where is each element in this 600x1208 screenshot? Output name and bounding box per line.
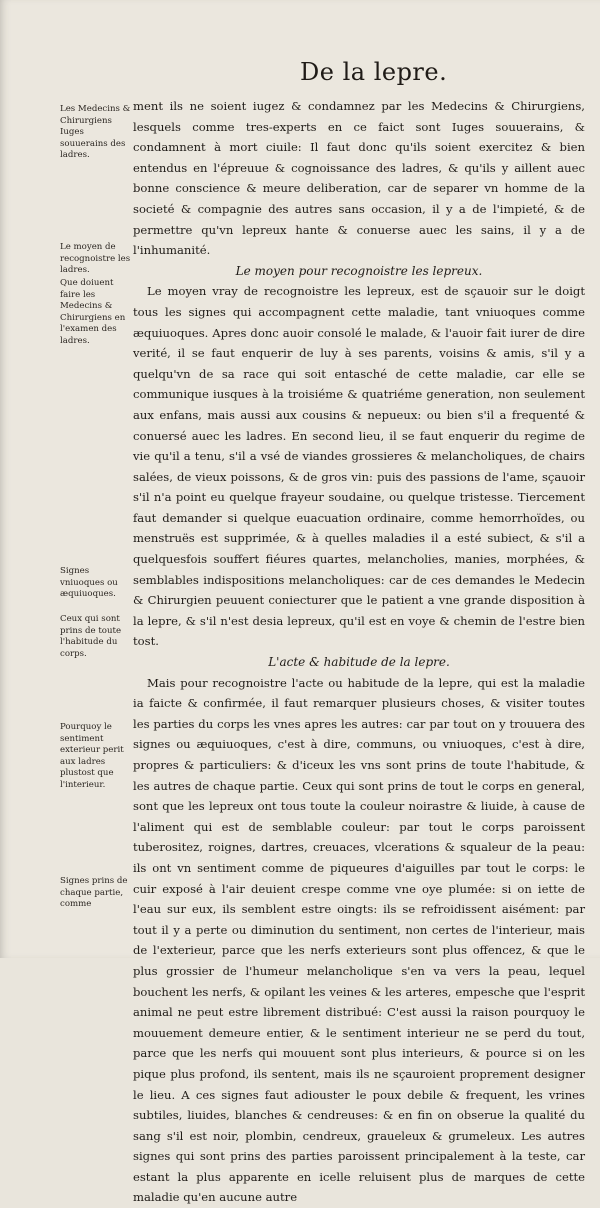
section-heading: L'acte & habitude de la lepre. [268, 655, 450, 670]
paragraph: ment ils ne soient iugez & condamnez par les Medecins & Chirurgiens, lesquels comme tres-experts en ce faict sont Iuges souuerains, & condamnent à mort ciuile: Il faut donc qu'ils soient exercitez & bien entendus en l'épreuue & cognoissance des ladres, & qu'ils y aillent auec bonne conscience & meure deliberation, car de separer vn homme de la societé & compagnie des autres sans occasion, il y a de l'impieté, & de permettre qu'vn lepreux hante & conuerse auec les sains, il y a de l'inhumanité. [133, 99, 585, 258]
margin-note: Que doiuent faire les Medecins & Chirurgiens en l'examen des ladres. [60, 278, 126, 346]
margin-note: Le moyen de recognoistre les ladres. [60, 242, 131, 276]
margin-note: Les Medecins & Chirurgiens Iuges souuerains des ladres. [60, 104, 131, 161]
margin-note: Ceux qui sont prins de toute l'habitude du corps. [60, 614, 122, 659]
section-heading: Le moyen pour recognoistre les lepreux. [235, 263, 483, 278]
margin-note: Signes prins de chaque partie, comme [60, 876, 128, 910]
margin-note: Signes vniuoques ou æquiuoques. [60, 566, 118, 600]
margin-note: Pourquoy le sentiment exterieur perit aux ladres plustost que l'interieur. [60, 722, 124, 790]
paragraph: Mais pour recognoistre l'acte ou habitude de la lepre, qui est la maladie ia faicte & confirmée, il faut remarquer plusieurs choses, & visiter toutes les parties du corps les vnes apres les autres: car par tout on y trouuera des signes ou æquiuoques, c'est à dire, communs, ou vniuoques, c'est à dire, propres & particuliers: & d'iceux les vns sont prins de toute l'habitude, & les autres de chaque partie. Ceux qui sont prins de tout le corps en general, sont que les lepreux ont tous toute la couleur noirastre & liuide, à cause de l'aliment qui est de semblable couleur: par tout le corps paroissent tuberositez, roignes, dartres, creuaces, vlcerations & squaleur de la peau: ils ont vn sentiment comme de piqueures d'aiguilles par tout le corps: le cuir exposé à l'air deuient crespe comme vne oye plumée: si on iette de l'eau sur eux, ils semblent estre oingts: ils se refroidissent aisément: par tout il y a perte ou diminution du sentiment, non certes de l'interieur, mais de l'exterieur, parce que les nerfs exterieurs sont plus offencez, & que le plus grossier de l'humeur melancholique s'en va vers la peau, lequel bouchent les nerfs, & opilant les veines & les arteres, empesche que l'esprit animal ne peut estre librement distribué: C'est aussi la raison pourquoy le mouuement demeure entier, & le sentiment interieur ne se perd du tout, parce que les nerfs qui mouuent sont plus interieurs, & pource si on les pique plus profond, ils sentent, mais ils ne sçauroient proprement designer le lieu. A ces signes faut adiouster le poux debile & frequent, les vrines subtiles, liuides, blanches & cendreuses: & en fin on obserue la qualité du sang s'il est noir, plombin, cendreux, graueleux & grumeleux. Les autres signes qui sont prins des parties paroissent principalement à la teste, car estant la plus apparente en icelle reluisent plus de marques de cette maladie qu'en aucune autre [133, 675, 585, 1205]
paragraph: Le moyen vray de recognoistre les lepreux, est de sçauoir sur le doigt tous les signes qui accompagnent cette maladie, tant vniuoques comme æquiuoques. Apres donc auoir consolé le malade, & l'auoir fait iurer de dire verité, il se faut enquerir de luy à ses parents, voisins & amis, s'il y a quelqu'vn de sa race qui soit entasché de cette maladie, car elle se communique iusques à la troisiéme & quatriéme generation, non seulement aux enfans, mais aussi aux cousins & nepueux: ou bien s'il a frequenté & conuersé auec les ladres. En second lieu, il se faut enquerir du regime de vie qu'il a tenu, s'il a vsé de viandes grossieres & melancholiques, de chairs salées, de vieux poissons, & de gros vin: puis des passions de l'ame, sçauoir s'il n'a point eu quelque frayeur soudaine, ou quelque tristesse. Tiercement faut demander si quelque euacuation ordinaire, comme hemorrhoïdes, ou menstruës est supprimée, & à quelles maladies il a esté subiect, & s'il a quelquesfois souffert fiéures quartes, melancholies, manies, morphées, & semblables indispositions melancholiques: car de ces demandes le Medecin & Chirurgien peuuent coniecturer que le patient a vne grande disposition à la lepre, & s'il n'est desia lepreux, qu'il est en voye & chemin de l'estre bien tost. [133, 284, 585, 649]
running-header: De la lepre. [300, 58, 448, 86]
main-text [133, 96, 585, 1208]
